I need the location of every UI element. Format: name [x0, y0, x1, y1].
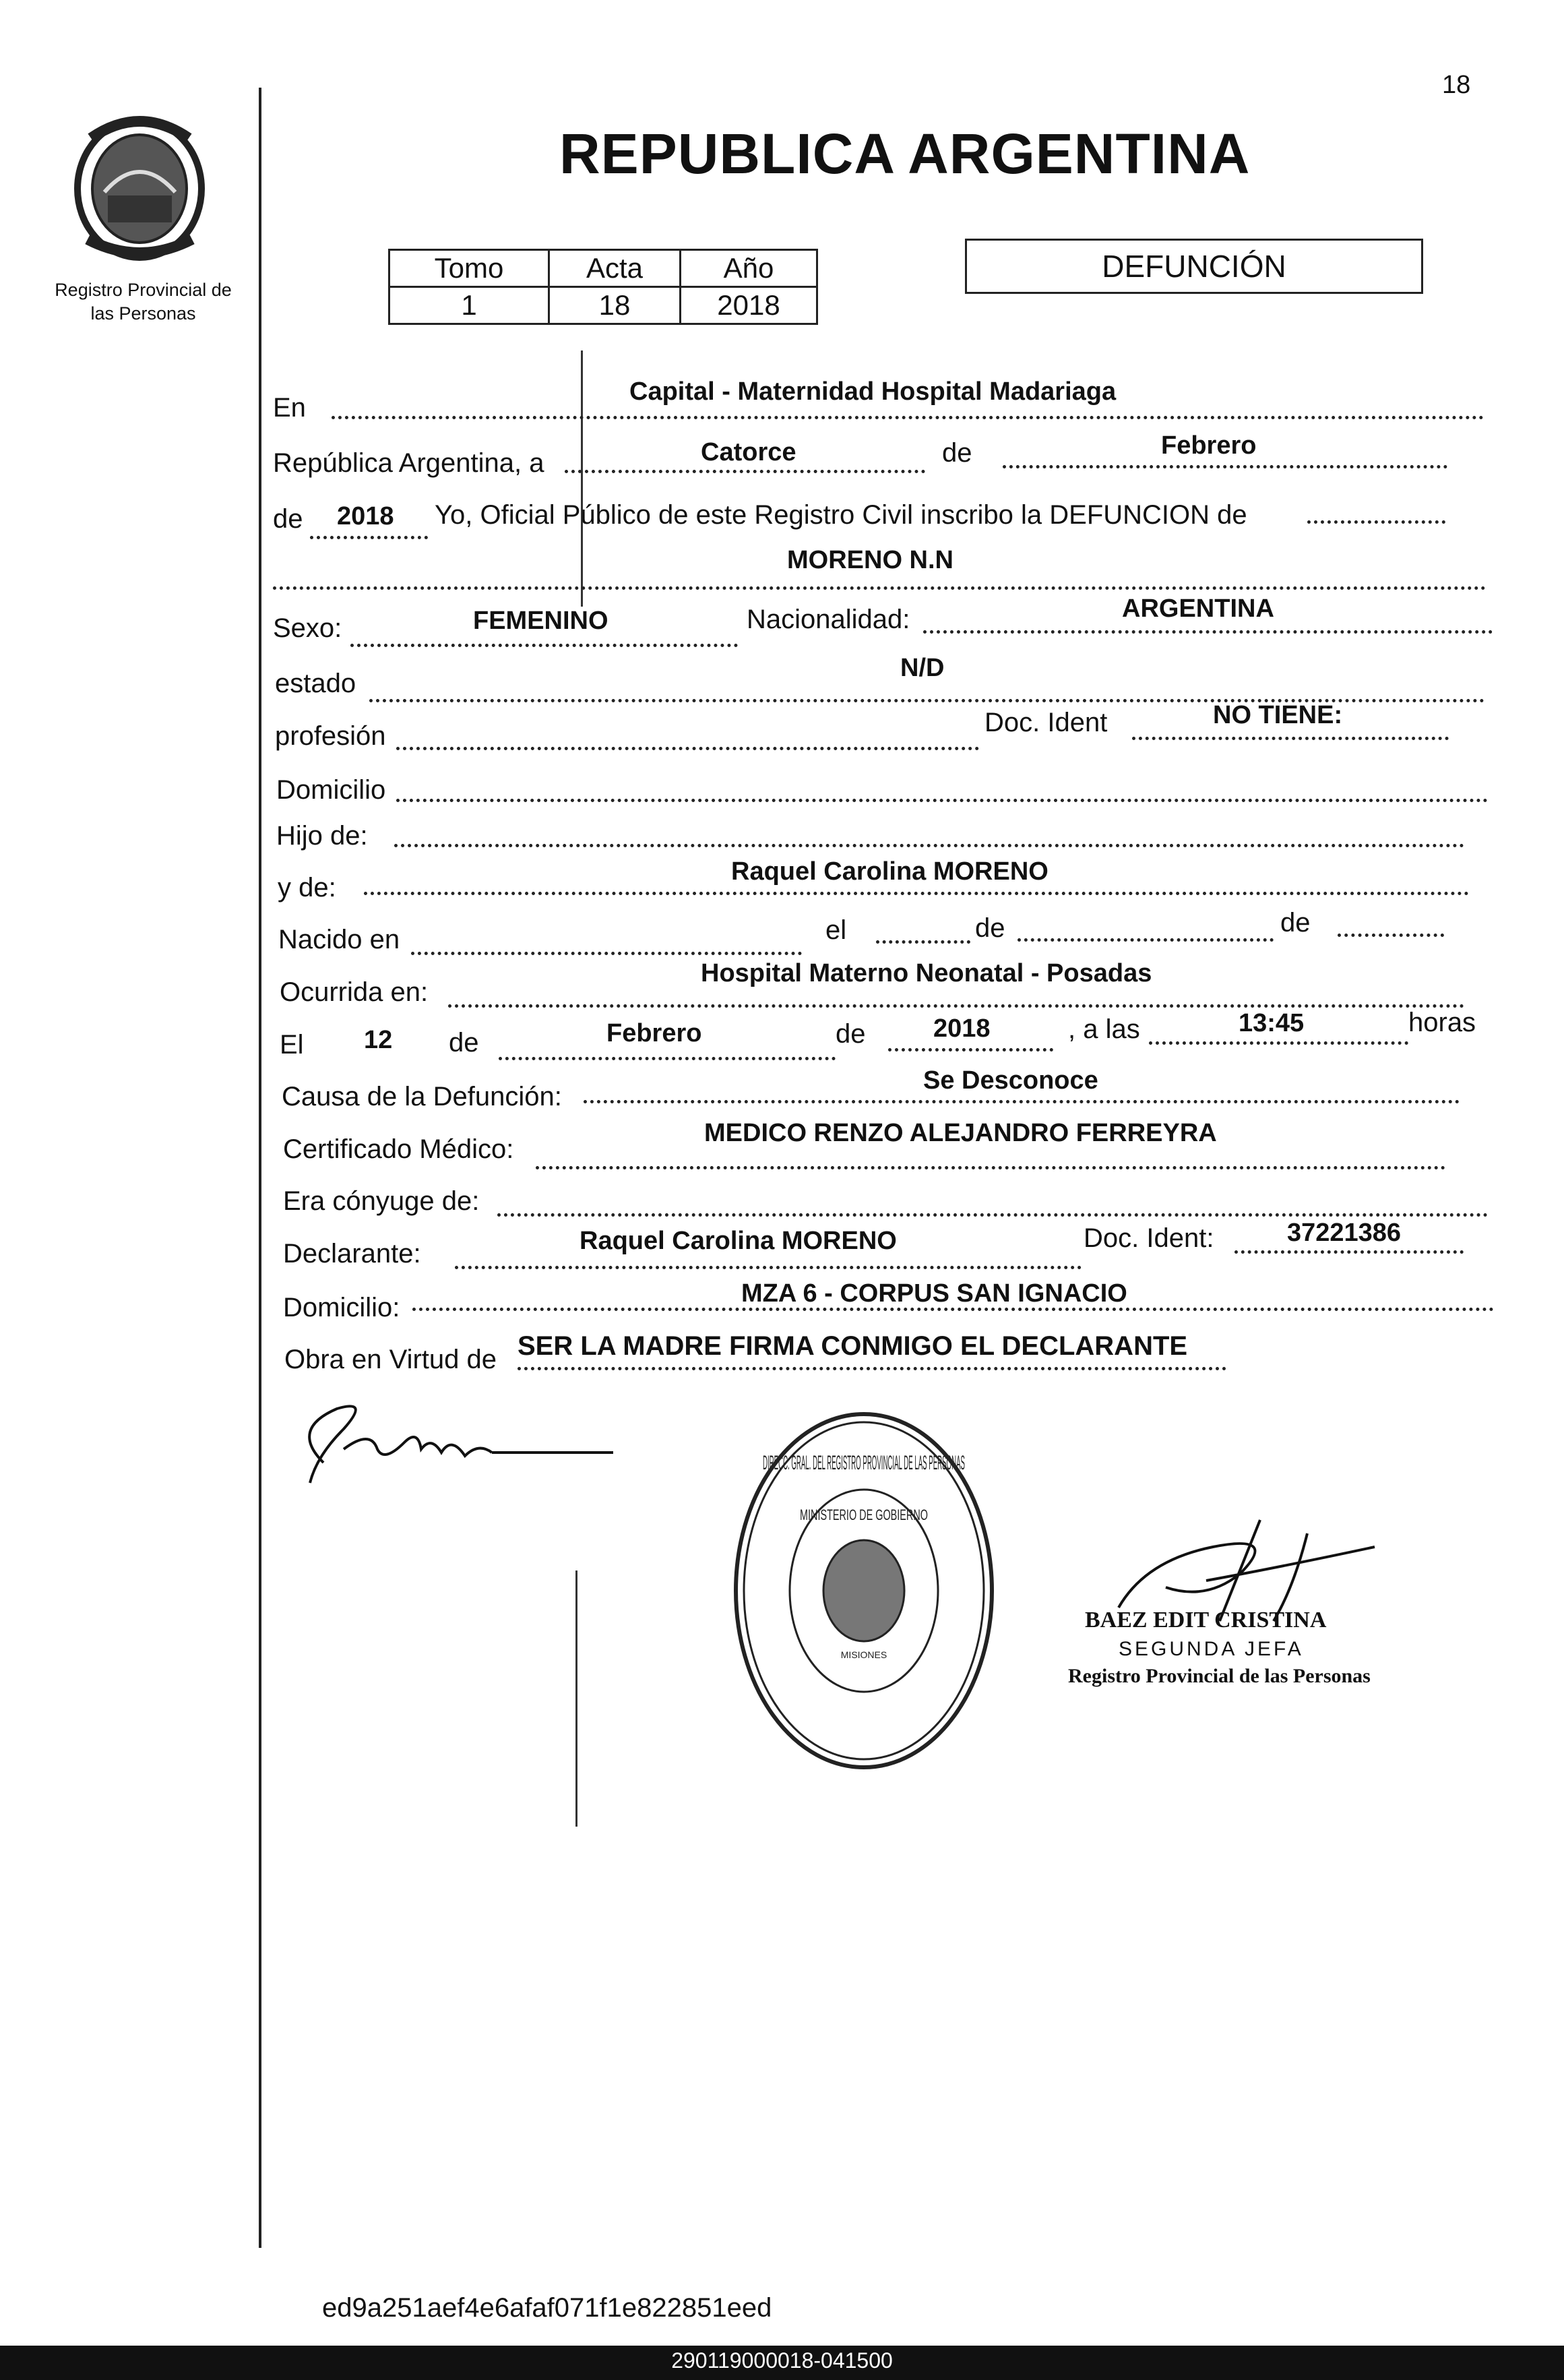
el2-label: El: [280, 1030, 304, 1060]
a-las-label: , a las: [1068, 1014, 1140, 1044]
declarante-doc-label: Doc. Ident:: [1084, 1223, 1214, 1253]
yo-dotted-line: [1307, 520, 1445, 524]
sexo-label: Sexo:: [273, 613, 342, 643]
stamp-inner-text: MINISTERIO DE GOBIERNO: [800, 1506, 928, 1523]
yo-oficial-text: Yo, Oficial Público de este Registro Civil inscribo la DEFUNCION de: [435, 500, 1247, 530]
obra-label: Obra en Virtud de: [284, 1345, 497, 1374]
declarante-label: Declarante:: [283, 1239, 421, 1269]
horas-label: horas: [1408, 1008, 1476, 1037]
republica-label: República Argentina, a: [273, 448, 544, 478]
death-year-dotted-line: [888, 1048, 1053, 1051]
declarante-doc-value: 37221386: [1287, 1219, 1402, 1247]
acta-header: Acta: [549, 250, 681, 287]
document-hash: ed9a251aef4e6afaf071f1e822851eed: [322, 2293, 772, 2323]
anio-value: 2018: [681, 287, 817, 324]
de3-label: de: [449, 1028, 479, 1058]
footer-code: 290119000018-041500: [671, 2348, 893, 2373]
estado-value: N/D: [900, 654, 945, 682]
certificado-label: Certificado Médico:: [283, 1134, 514, 1164]
nacionalidad-value: ARGENTINA: [1122, 594, 1274, 623]
officer-role: SEGUNDA JEFA: [1119, 1638, 1304, 1660]
officer-institution: Registro Provincial de las Personas: [1068, 1665, 1371, 1687]
obra-dotted-line: [518, 1367, 1226, 1370]
guide-line: [581, 350, 583, 607]
profesion-dotted-line: [396, 747, 979, 750]
official-stamp: [731, 1409, 997, 1773]
province-seal: [64, 111, 216, 263]
acta-value: 18: [549, 287, 681, 324]
tomo-header: Tomo: [389, 250, 549, 287]
declarante-doc-dotted-line: [1234, 1250, 1464, 1254]
de-b-label: de: [1280, 908, 1311, 938]
nacido-en-dotted-line: [411, 952, 802, 955]
registry-caption: Registro Provincial de las Personas: [55, 280, 232, 324]
year-dotted-line: [310, 536, 428, 539]
time-value: 13:45: [1239, 1009, 1305, 1037]
domicilio-dotted-line: [396, 799, 1488, 802]
hijo-de-label: Hijo de:: [276, 821, 368, 851]
officer-name: BAEZ EDIT CRISTINA: [1085, 1608, 1327, 1633]
y-de-dotted-line: [364, 892, 1469, 895]
declarante-dotted-line: [455, 1266, 1082, 1269]
nacionalidad-dotted-line: [923, 630, 1493, 634]
obra-value: SER LA MADRE FIRMA CONMIGO EL DECLARANTE: [518, 1331, 1188, 1361]
margin-line: [259, 88, 261, 2248]
day-value: Catorce: [701, 438, 796, 466]
causa-label: Causa de la Defunción:: [282, 1082, 562, 1111]
en-dotted-line: [332, 416, 1484, 419]
stamp-center-text: MISIONES: [840, 1649, 887, 1660]
guide-line-lower: [575, 1570, 577, 1827]
hijo-de-dotted-line: [394, 844, 1464, 847]
de-label: de: [942, 438, 972, 468]
de2-label: de: [273, 504, 303, 534]
en-label: En: [273, 393, 306, 423]
domicilio-label: Domicilio: [276, 775, 386, 805]
doc-ident-value: NO TIENE:: [1213, 701, 1343, 729]
en-value: Capital - Maternidad Hospital Madariaga: [629, 377, 1117, 406]
domicilio2-value: MZA 6 - CORPUS SAN IGNACIO: [741, 1279, 1127, 1308]
stamp-outer-text: DIRECC. GRAL. DEL REGISTRO PROVINCIAL DE LAS PERSONAS: [763, 1452, 965, 1474]
ocurrida-dotted-line: [448, 1004, 1464, 1008]
de-a-dotted-line: [1018, 938, 1274, 942]
el-dotted-line: [876, 940, 970, 944]
profesion-label: profesión: [275, 721, 386, 751]
death-year-value: 2018: [933, 1014, 991, 1043]
sexo-value: FEMENINO: [473, 607, 608, 635]
declarant-signature: [276, 1389, 627, 1496]
death-month-dotted-line: [499, 1057, 836, 1060]
sexo-dotted-line: [350, 644, 738, 647]
conyuge-dotted-line: [497, 1213, 1488, 1217]
domicilio2-label: Domicilio:: [283, 1293, 400, 1322]
estado-label: estado: [275, 669, 356, 698]
doc-ident-dotted-line: [1132, 737, 1449, 740]
declarante-value: Raquel Carolina MORENO: [580, 1227, 897, 1255]
certificado-dotted-line: [536, 1166, 1445, 1169]
record-type-box: DEFUNCIÓN: [965, 239, 1423, 294]
de-a-label: de: [975, 913, 1005, 943]
y-de-value: Raquel Carolina MORENO: [731, 857, 1049, 886]
page-number: 18: [1442, 71, 1471, 99]
causa-value: Se Desconoce: [923, 1066, 1098, 1095]
tomo-value: 1: [389, 287, 549, 324]
y-de-label: y de:: [278, 873, 336, 903]
document-title: REPUBLICA ARGENTINA: [559, 122, 1251, 185]
anio-header: Año: [681, 250, 817, 287]
month-value: Febrero: [1161, 431, 1257, 460]
year-value: 2018: [337, 502, 394, 530]
name-dotted-line: [273, 586, 1486, 590]
name-value: MORENO N.N: [787, 546, 953, 574]
el-label: el: [825, 915, 847, 945]
doc-ident-label: Doc. Ident: [984, 708, 1108, 737]
time-dotted-line: [1149, 1041, 1408, 1045]
day-dotted-line: [565, 470, 925, 473]
nacionalidad-label: Nacionalidad:: [747, 605, 910, 634]
nacido-en-label: Nacido en: [278, 925, 400, 954]
reference-table: [388, 249, 818, 325]
death-day-value: 12: [364, 1026, 393, 1054]
ocurrida-label: Ocurrida en:: [280, 977, 429, 1007]
certificado-value: MEDICO RENZO ALEJANDRO FERREYRA: [704, 1119, 1217, 1147]
causa-dotted-line: [584, 1100, 1460, 1103]
death-month-value: Febrero: [606, 1019, 702, 1047]
ocurrida-value: Hospital Materno Neonatal - Posadas: [701, 959, 1152, 987]
de-b-dotted-line: [1338, 934, 1444, 937]
month-dotted-line: [1003, 465, 1447, 468]
conyuge-label: Era cónyuge de:: [283, 1186, 480, 1216]
de4-label: de: [836, 1019, 866, 1049]
